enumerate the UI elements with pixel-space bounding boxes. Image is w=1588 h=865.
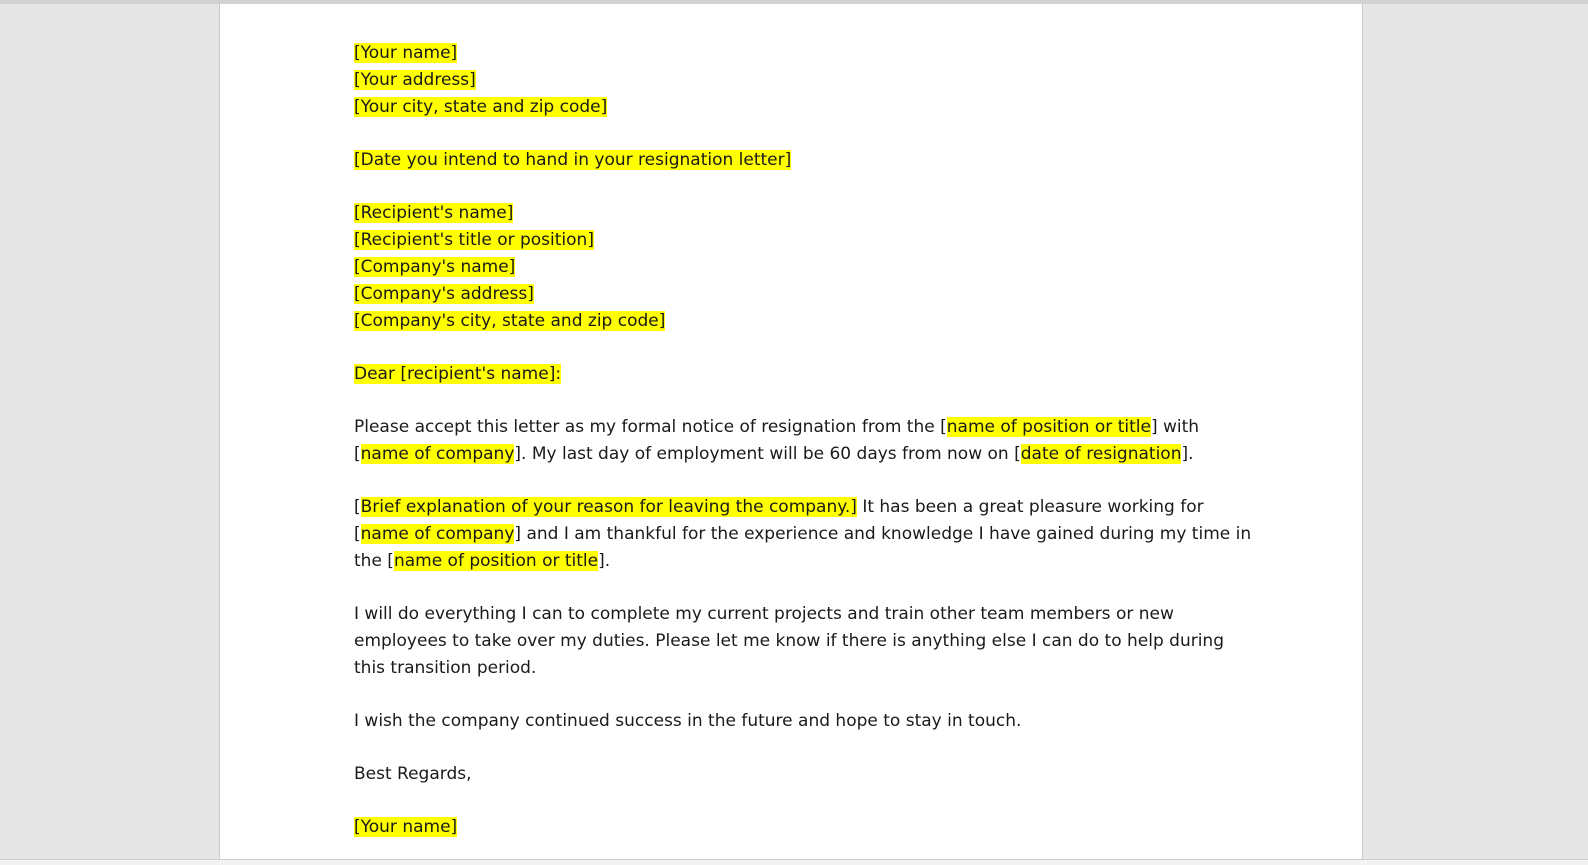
p1-text-2: ] with xyxy=(1150,417,1200,437)
sender-city: [Your city, state and zip code] xyxy=(354,97,608,117)
p2-placeholder-company: name of company xyxy=(360,524,515,544)
p1-placeholder-position: name of position or title xyxy=(946,417,1151,437)
p2-text-4: ] and I am thankful for the experience and knowledge I have gained during my time in xyxy=(514,524,1252,544)
paragraph-notice xyxy=(354,414,1254,468)
p2-placeholder-position: name of position or title xyxy=(393,551,599,571)
salutation-line xyxy=(354,361,1254,388)
recipient-address: [Company's address] xyxy=(354,284,534,304)
p2-text-2: It has been a great pleasure working for xyxy=(856,497,1204,517)
p3-line-3: this transition period. xyxy=(354,658,537,678)
sender-block xyxy=(354,40,1254,121)
p3-line-2: employees to take over my duties. Please let me know if there is anything else I can do to help during xyxy=(354,631,1224,651)
sender-address: [Your address] xyxy=(354,70,476,90)
letter-date: [Date you intend to hand in your resignation letter] xyxy=(354,150,792,170)
p1-placeholder-date: date of resignation xyxy=(1020,444,1182,464)
salutation: Dear [recipient's name]: xyxy=(354,364,562,384)
p2-text-6: ]. xyxy=(598,551,611,571)
date-line xyxy=(354,147,1254,174)
p1-placeholder-company: name of company xyxy=(360,444,515,464)
p2-placeholder-reason: Brief explanation of your reason for leaving the company.] xyxy=(360,497,857,517)
recipient-company: [Company's name] xyxy=(354,257,516,277)
signature-name: [Your name] xyxy=(354,817,458,837)
recipient-name: [Recipient's name] xyxy=(354,203,514,223)
p2-text-5: the [ xyxy=(354,551,394,571)
paragraph-transition xyxy=(354,601,1254,682)
paragraph-wishes: I wish the company continued success in the future and hope to stay in touch. xyxy=(354,711,1022,731)
p1-text-3: [ xyxy=(354,444,361,464)
sender-name: [Your name] xyxy=(354,43,458,63)
closing: Best Regards, xyxy=(354,764,472,784)
p1-text-5: ]. xyxy=(1181,444,1194,464)
p2-text-3: [ xyxy=(354,524,361,544)
p1-text-1: Please accept this letter as my formal notice of resignation from the [ xyxy=(354,417,947,437)
paragraph-reason xyxy=(354,494,1254,575)
p3-line-1: I will do everything I can to complete my current projects and train other team members or new xyxy=(354,604,1174,624)
signature-line xyxy=(354,814,1254,841)
letter-body[interactable] xyxy=(354,40,1254,841)
p1-text-4: ]. My last day of employment will be 60 days from now on [ xyxy=(514,444,1021,464)
recipient-title: [Recipient's title or position] xyxy=(354,230,594,250)
recipient-block xyxy=(354,200,1254,335)
window-bottom-edge xyxy=(0,859,1588,865)
recipient-city: [Company's city, state and zip code] xyxy=(354,311,666,331)
p2-text-1: [ xyxy=(354,497,361,517)
